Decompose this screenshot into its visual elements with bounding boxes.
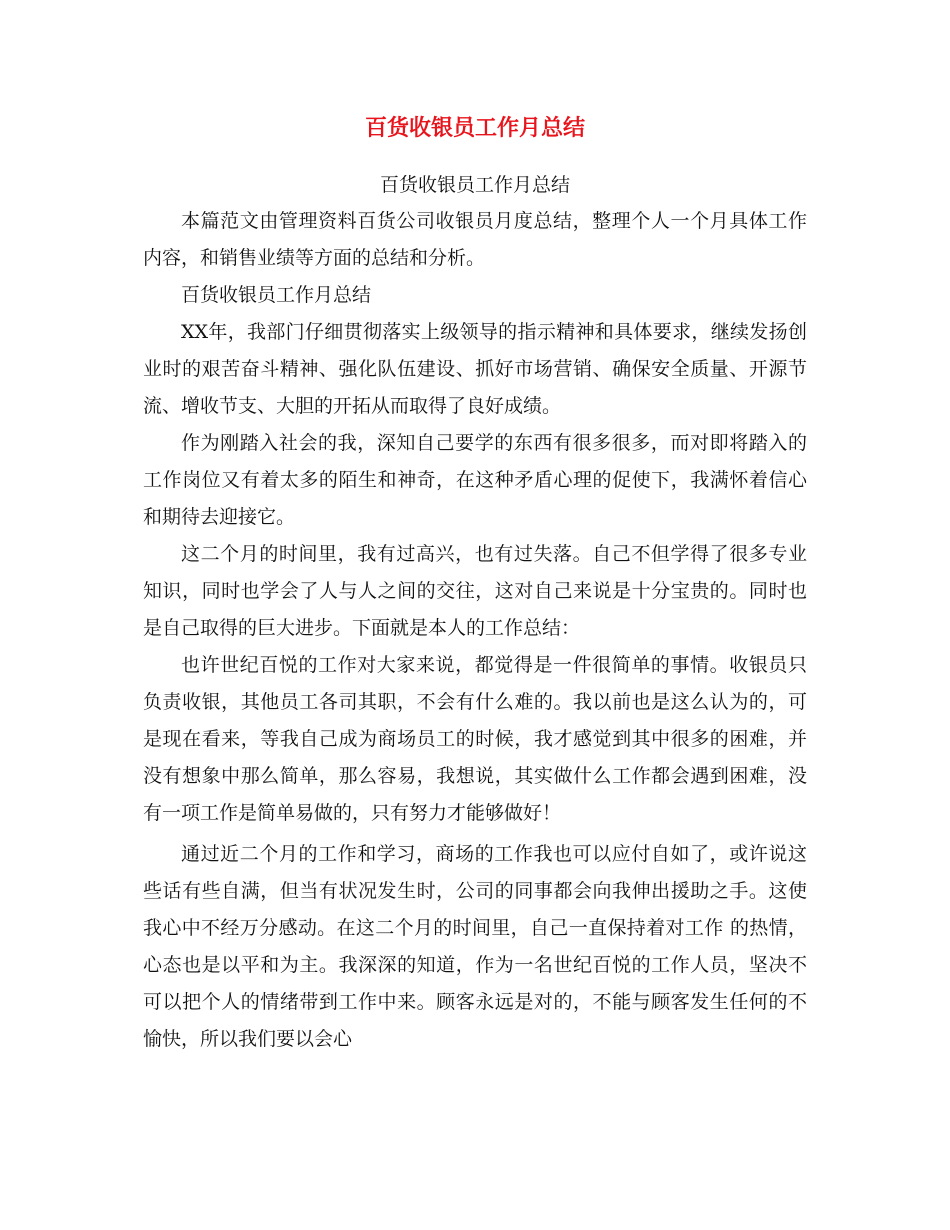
document-subtitle: 百货收银员工作月总结 xyxy=(379,174,570,196)
document-body xyxy=(143,203,807,1058)
document-title: 百货收银员工作月总结 xyxy=(364,116,585,141)
paragraph-4: 也许世纪百悦的工作对大家来说，都觉得是一件很简单的事情。收银员只负责收银，其他员工各司其职，不会有什么难的。我以前也是这么认为的，可是现在看来，等我自己成为商场员工的时候，我才感觉到其中很多的困难，并没有想象中那么简单，那么容易，我想说，其实做什么工作都会遇到困难，没有一项工作是简单易做的，只有努力才能够做好！ xyxy=(143,654,807,824)
paragraph-intro: 本篇范文由管理资料百货公司收银员月度总结，整理个人一个月具体工作内容，和销售业绩等方面的总结和分析。 xyxy=(143,210,807,269)
paragraph-5: 通过近二个月的工作和学习，商场的工作我也可以应付自如了，或许说这些话有些自满，但当有状况发生时，公司的同事都会向我伸出援助之手。这使我心中不经万分感动。在这二个月的时间里，自己一直保持着对工作 的热情，心态也是以平和为主。我深深的知道，作为一名世纪百悦的工作人员，坚决不可以把个人的情绪带到工作中来。顾客永远是对的，不能与顾客发生任何的不愉快，所以我们要以会心 xyxy=(143,843,807,1050)
paragraph-heading: 百货收银员工作月总结 xyxy=(181,284,372,306)
paragraph-3: 这二个月的时间里，我有过高兴，也有过失落。自己不但学得了很多专业知识，同时也学会了人与人之间的交往，这对自己来说是十分宝贵的。同时也是自己取得的巨大进步。下面就是本人的工作总结： xyxy=(143,543,807,639)
paragraph-1: XX年，我部门仔细贯彻落实上级领导的指示精神和具体要求，继续发扬创业时的艰苦奋斗精神、强化队伍建设、抓好市场营销、确保安全质量、开源节流、增收节支、大胆的开拓从而取得了良好成绩。 xyxy=(143,321,807,417)
paragraph-2: 作为刚踏入社会的我，深知自己要学的东西有很多很多，而对即将踏入的工作岗位又有着太多的陌生和神奇，在这种矛盾心理的促使下，我满怀着信心和期待去迎接它。 xyxy=(143,432,807,528)
